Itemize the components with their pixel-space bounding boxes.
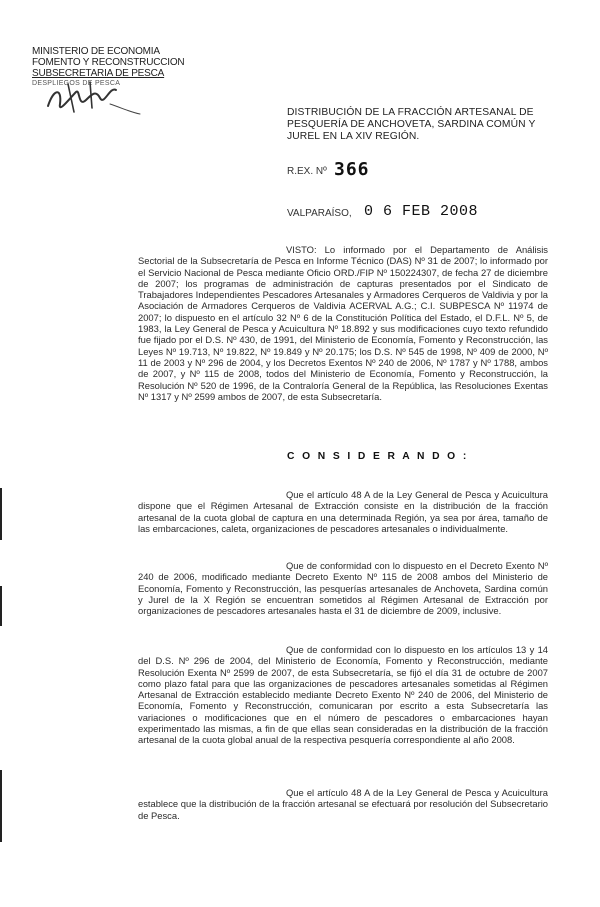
resolution-label: R.EX. Nº (287, 166, 327, 177)
ministry-subtitle: FOMENTO Y RECONSTRUCCION (32, 57, 185, 68)
ministry-name: MINISTERIO DE ECONOMIA (32, 46, 160, 57)
document-subject: DISTRIBUCIÓN DE LA FRACCIÓN ARTESANAL DE PESQUERÍA DE ANCHOVETA, SARDINA COMÚN Y JUREL EN LA XIV REGIÓN. (287, 107, 536, 142)
considerando-paragraph-4: Que el artículo 48 A de la Ley General de Pesca y Acuicultura establece que la distribución de la fracción artesanal se efectuará por resolución del Subsecretario de Pesca. (138, 787, 548, 821)
considerando-heading: C O N S I D E R A N D O : (287, 451, 469, 462)
date-stamp: 0 6 FEB 2008 (364, 203, 479, 220)
visto-paragraph: VISTO: Lo informado por el Departamento de Análisis Sectorial de la Subsecretaría de Pesca en Informe Técnico (DAS) Nº 31 de 2007; lo informado por el Servicio Nacional de Pesca mediante Oficio ORD./FIP Nº 150224307, de fecha 27 de diciembre de 2007; los programas de administración de capturas presentados por el Sindicato de Trabajadores Independientes Pescadores Artesanales y Armadores Cerqueros de Valdivia y por la Asociación de Armadores Cerqueros de Valdivia ACERVAL A.G.; C.I. SUBPESCA Nº 11974 de 2007; lo dispuesto en el artículo 32 Nº 6 de la Constitución Política del Estado, el D.F.L. Nº 5, de 1983, la Ley General de Pesca y Acuicultura Nº 18.892 y sus modificaciones cuyo texto refundido fue fijado por el D.S. Nº 430, de 1991, del Ministerio de Economía, Fomento y Reconstrucción, las Leyes Nº 19.713, Nº 19.822, Nº 19.849 y Nº 20.175; los D.S. Nº 545 de 1998, Nº 409 de 2000, Nº 11 de 2003 y Nº 296 de 2004, y los Decretos Exentos Nº 240 de 2006, Nº 1787 y Nº 1788, ambos de 2007, y Nº 115 de 2008, todos del Ministerio de Economía, Fomento y Reconstrucción, la Resolución Nº 520 de 1996, de la Contraloría General de la República, las Resoluciones Exentas Nº 1317 y Nº 2599 ambos de 2007, de esta Subsecretaría. (138, 244, 548, 402)
resolution-number: 366 (334, 159, 370, 180)
scan-edge-mark (0, 770, 2, 842)
scan-edge-mark (0, 488, 2, 540)
considerando-paragraph-3: Que de conformidad con lo dispuesto en los artículos 13 y 14 del D.S. Nº 296 de 2004, del Ministerio de Economía, Fomento y Reconstrucción, mediante Resolución Exenta Nº 2599 de 2007, de esta Subsecretaría, se fijó el día 31 de octubre de 2007 como plazo fatal para que las organizaciones de pescadores artesanales sometidas al Régimen Artesanal de Extracción establecido mediante Decreto Exento Nº 240 de 2006, del Ministerio de Economía, Fomento y Reconstrucción, comunicaran por escrito a esta Subsecretaría las variaciones o modificaciones que en el número de pescadores o embarcaciones hayan experimentado las mismas, a fin de que ellas sean consideradas en la distribución de la fracción artesanal de la cuota global anual de la respectiva pesquería correspondiente al año 2008. (138, 644, 548, 746)
subsecretaria-name: SUBSECRETARIA DE PESCA (32, 68, 165, 79)
handwritten-signature (40, 78, 150, 123)
department-name: DESPLIEGOS DE PESCA (32, 80, 121, 87)
place-label: VALPARAÍSO, (287, 208, 352, 219)
considerando-paragraph-1: Que el artículo 48 A de la Ley General de Pesca y Acuicultura dispone que el Régimen Artesanal de Extracción consiste en la distribución de la fracción artesanal de la cuota global de captura en una determinada Región, ya sea por área, tamaño de las embarcaciones, caleta, organizaciones de pescadores artesanales o individualmente. (138, 489, 548, 534)
considerando-paragraph-2: Que de conformidad con lo dispuesto en el Decreto Exento Nº 240 de 2006, modificado mediante Decreto Exento Nº 115 de 2008 ambos del Ministerio de Economía, Fomento y Reconstrucción, las pesquerías artesanales de Anchoveta, Sardina común y Jurel de la X Región se encuentran sometidos al Régimen Artesanal de Extracción por organizaciones de pescadores artesanales hasta el 31 de diciembre de 2009, inclusive. (138, 560, 548, 617)
scan-edge-mark (0, 586, 2, 626)
